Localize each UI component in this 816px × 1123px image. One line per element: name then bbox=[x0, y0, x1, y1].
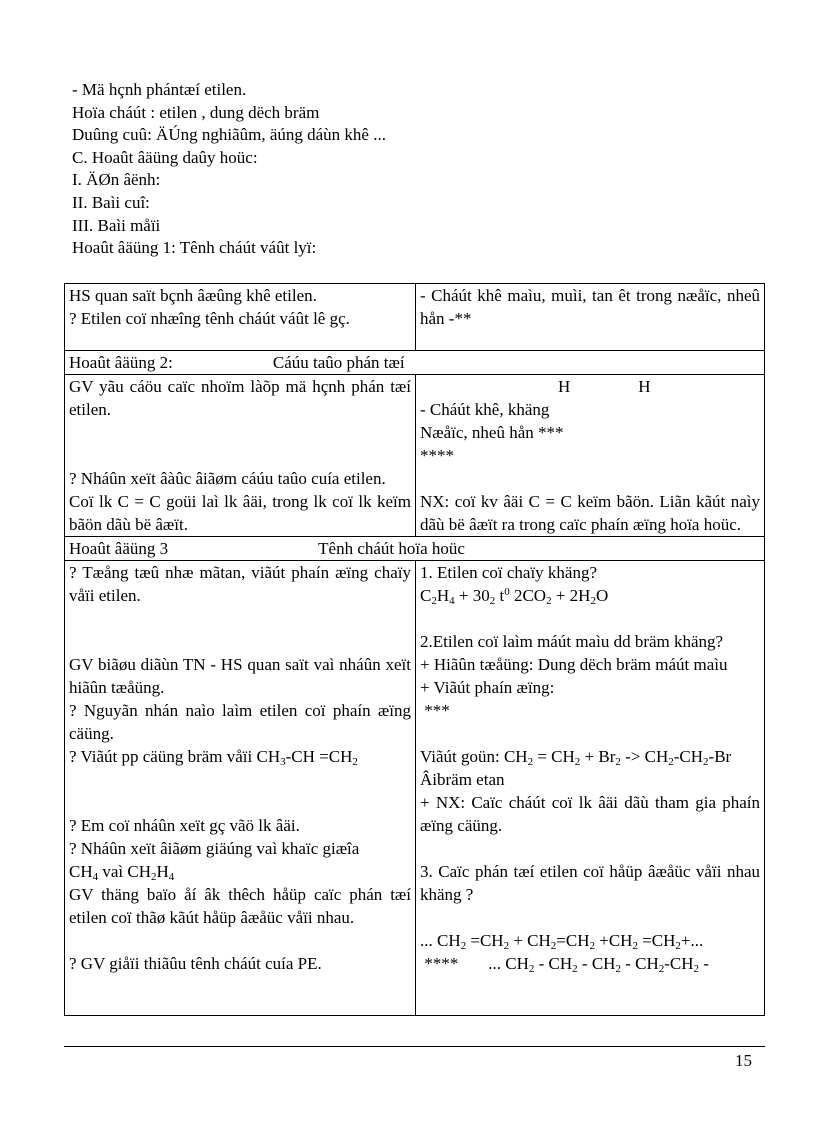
table-row-structure bbox=[65, 375, 765, 537]
cell-left bbox=[65, 284, 416, 351]
cell-text: ? Nháûn xeït âàûc âiãøm cáúu taûo cuía etilen. bbox=[69, 469, 386, 488]
cell-text: HS quan saït bçnh âæûng khê etilen. bbox=[69, 286, 317, 305]
section-header bbox=[65, 351, 765, 375]
footer-rule bbox=[64, 1046, 765, 1047]
cell-text: 1. Etilen coï chaïy khäng? bbox=[420, 563, 598, 582]
cell-text: ? Nháûn xeït âiãøm giäúng vaì khaïc giæîa bbox=[69, 839, 360, 858]
cell-text: + Viãút phaín æïng: bbox=[420, 678, 555, 697]
cell-text: Âibräm etan bbox=[420, 770, 505, 789]
cell-text: Coï lk C = C goüi laì lk âäi, trong lk coï lk keïm bãön dãù bë âæït. bbox=[69, 492, 411, 534]
cell-right bbox=[416, 284, 765, 351]
cell-text: Næåïc, nheû hån *** bbox=[420, 423, 564, 442]
cell-text: ? Viãút pp cäüng bräm våïi $CH_3-CH =CH_2$ bbox=[69, 747, 358, 768]
intro-line: Hoïa cháút : etilen , dung dëch bräm bbox=[72, 102, 320, 122]
intro-line: I. ÄØn âënh: bbox=[72, 170, 161, 190]
intro-line: II. Baìi cuî: bbox=[72, 192, 150, 212]
formula-hh: H H bbox=[558, 377, 651, 396]
equation-polymer: ... $CH_2 =CH_2 + CH_2=CH_2 +CH_2 =CH_2+$... bbox=[420, 931, 704, 952]
table-row-chemical bbox=[65, 561, 765, 1016]
table-row-physical bbox=[65, 284, 765, 351]
cell-text: GV biãøu diãùn TN - HS quan saït vaì nháûn xeït hiãûn tæåüng. bbox=[69, 655, 411, 697]
table-row-header-3 bbox=[65, 537, 765, 561]
intro-line: C. Hoaût âäüng daûy hoüc: bbox=[72, 147, 258, 167]
section-title: Cáúu taûo phán tæí bbox=[272, 353, 405, 372]
cell-left bbox=[65, 375, 416, 537]
cell-text: ? GV giåïi thiãûu tênh cháút cuía PE. bbox=[69, 954, 322, 973]
cell-text: + NX: Caïc cháút coï lk âäi dãù tham gia phaín æïng cäüng. bbox=[420, 793, 760, 835]
section-label: Hoaût âäüng 3 bbox=[69, 539, 169, 558]
cell-right bbox=[416, 375, 765, 537]
cell-text: GV thäng baïo åí âk thêch håüp caïc phán tæí etilen coï thãø kãút håüp âæåüc våïi nhau. bbox=[69, 885, 411, 927]
section-label: Hoaût âäüng 2: bbox=[69, 353, 173, 372]
cell-text: ? Nguyãn nhán naìo laìm etilen coï phaín æïng cäüng. bbox=[69, 701, 411, 743]
page-number: 15 bbox=[735, 1051, 752, 1070]
intro-line: III. Baìi måïi bbox=[72, 215, 161, 235]
cell-text: NX: coï kv âäi C = C keïm bãön. Liãn kãút naìy dãù bë âæït ra trong caïc phaín æïng hoïa hoüc. bbox=[420, 492, 760, 534]
cell-text: ? Etilen coï nhæîng tênh cháút váût lê gç. bbox=[69, 309, 350, 328]
section-title: Tênh cháút hoïa hoüc bbox=[318, 539, 465, 558]
equation-polymer-2: **** ... $CH_2 - CH_2 - CH_2 - CH_2-CH_2$ - bbox=[420, 954, 709, 975]
intro-text bbox=[72, 79, 762, 260]
cell-right bbox=[416, 561, 765, 1016]
cell-left bbox=[65, 561, 416, 1016]
section-header bbox=[65, 537, 765, 561]
intro-line: - Mä hçnh phántæí etilen. bbox=[72, 80, 247, 99]
cell-text: + Hiãûn tæåüng: Dung dëch bräm máút maìu bbox=[420, 655, 728, 674]
cell-text: $CH_4$ vaì $CH_2H_4$ bbox=[69, 862, 175, 883]
cell-text: 2.Etilen coï laìm máút maìu dd bräm khäng? bbox=[420, 632, 724, 651]
cell-text: ? Tæång tæû nhæ mãtan, viãút phaín æïng chaïy våïi etilen. bbox=[69, 563, 411, 605]
equation-bromine: Viãút goün: $CH_2 = CH_2 + Br_2 -> CH_2-CH_2-Br$ bbox=[420, 747, 732, 768]
lesson-table bbox=[64, 283, 765, 1016]
cell-text: - Cháút khê maìu, muìi, tan êt trong næåïc, nheû hån -** bbox=[420, 286, 760, 328]
cell-text: GV yãu cáöu caïc nhoïm làõp mä hçnh phán tæí etilen. bbox=[69, 377, 411, 419]
cell-text: ? Em coï nháûn xeït gç vãö lk âäi. bbox=[69, 816, 300, 835]
intro-line: Hoaût âäüng 1: Tênh cháút váût lyï: bbox=[72, 238, 317, 258]
intro-line: Duûng cuû: ÄÚng nghiãûm, äúng dáùn khê ... bbox=[72, 125, 386, 145]
equation-combustion: $C_2H_4 + 30_2$ $t^0$ $2CO_2 + 2H_2O$ bbox=[420, 586, 609, 607]
cell-text: **** bbox=[420, 446, 454, 465]
cell-text: *** bbox=[420, 701, 450, 720]
cell-text: - Cháút khê, khäng bbox=[420, 400, 550, 419]
table-row-header-2 bbox=[65, 351, 765, 375]
cell-text: 3. Caïc phán tæí etilen coï håüp âæåüc våïi nhau khäng ? bbox=[420, 862, 760, 904]
